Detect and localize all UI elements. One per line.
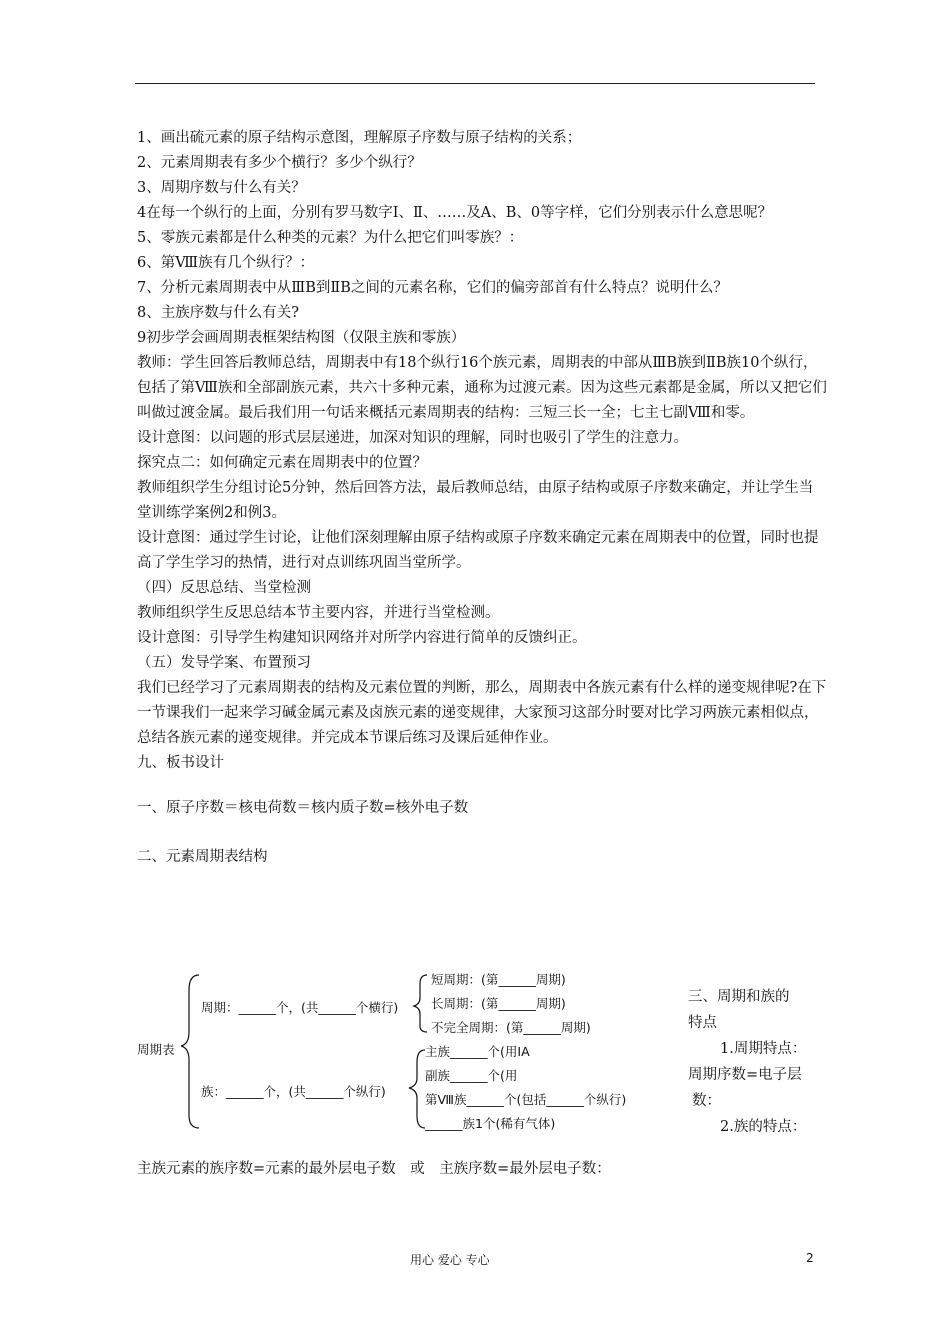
group-viii-label: 第Ⅷ族______个(包括______个纵行) [425, 1092, 627, 1107]
section-reflection: （四）反思总结、当堂检测 [137, 580, 311, 596]
period-label: 周期：______个，(共______个横行) [201, 1000, 399, 1015]
reflection-text: 教师组织学生反思总结本节主要内容，并进行当堂检测。 [137, 605, 500, 621]
main-group-rule: 主族元素的族序数=元素的最外层电子数 或 主族序数=最外层电子数： [137, 1161, 611, 1177]
period-feature: 1.周期特点： [720, 1041, 807, 1057]
question-3: 3、周期序数与什么有关？ [137, 180, 306, 196]
design-intent-2: 设计意图：通过学生讨论，让他们深刻理解由原子结构或原子序数来确定元素在周期表中的位置，同时也提高了学生学习的热情，进行对点训练巩固当堂所学。 [137, 530, 819, 571]
footer-motto: 用心 爱心 专心 [410, 1253, 490, 1267]
long-period-label: 长周期：(第______周期) [431, 996, 566, 1011]
period-feature-line: 周期序数=电子层 [688, 1067, 802, 1083]
group-label: 族：______个，(共______个纵行) [201, 1084, 386, 1099]
board-line-1: 一、原子序数＝核电荷数＝核内质子数=核外电子数 [137, 800, 469, 816]
board-design-heading: 九、板书设计 [137, 755, 224, 771]
group-feature: 2.族的特点： [720, 1119, 807, 1135]
group-discussion: 教师组织学生分组讨论5分钟，然后回答方法，最后教师总结，由原子结构或原子序数来确定，并让学生当堂训练学案例2和例3。 [137, 480, 814, 521]
incomplete-period-label: 不完全周期：(第______周期) [431, 1020, 591, 1035]
question-2: 2、元素周期表有多少个横行？多少个纵行？ [137, 155, 422, 171]
zero-group-label: ______族1个(稀有气体) [425, 1116, 556, 1131]
preview-text: 我们已经学习了元素周期表的结构及元素位置的判断，那么，周期表中各族元素有什么样的递变规律呢?在下一节课我们一起来学习碱金属元素及卤族元素的递变规律，大家预习这部分时要对比学习两族元素相似点，总结各族元素的递变规律。并完成本节课后练习及课后延伸作业。 [137, 680, 827, 746]
features-title-1: 三、周期和族的 [688, 989, 790, 1005]
main-group-label: 主族______个(用ⅠA [425, 1044, 530, 1059]
question-6: 6、第Ⅷ族有几个纵行？： [137, 255, 315, 271]
short-period-label: 短周期：(第______周期) [431, 972, 566, 987]
main-content [137, 126, 827, 870]
board-line-2: 二、元素周期表结构 [137, 849, 268, 865]
page-number: 2 [806, 1251, 814, 1265]
period-feature-line-2: 数： [692, 1093, 721, 1109]
root-label: 周期表 [137, 1042, 175, 1057]
features-title-2: 特点 [688, 1015, 717, 1031]
question-7: 7、分析元素周期表中从ⅢB到ⅡB之间的元素名称，它们的偏旁部首有什么特点？说明什么？ [137, 280, 728, 296]
section-preview: （五）发导学案、布置预习 [137, 655, 311, 671]
question-1: 1、画出硫元素的原子结构示意图，理解原子序数与原子结构的关系； [137, 130, 582, 146]
inquiry-point-2: 探究点二：如何确定元素在周期表中的位置？ [137, 455, 427, 471]
design-intent-1: 设计意图：以问题的形式层层递进，加深对知识的理解，同时也吸引了学生的注意力。 [137, 430, 688, 446]
header-rule [135, 83, 815, 84]
question-8: 8、主族序数与什么有关? [137, 305, 299, 321]
teacher-summary: 教师：学生回答后教师总结，周期表中有18个纵行16个族元素，周期表的中部从ⅢB族到ⅡB族10个纵行，包括了第Ⅷ族和全部副族元素，共六十多种元素，通称为过渡元素。因为这些元素都是金属，所以又把它们叫做过渡金属。最后我们用一句话来概括元素周期表的结构：三短三长一全；七主七副Ⅷ和零。 [137, 355, 827, 421]
sub-group-label: 副族______个(用 [425, 1068, 518, 1083]
periodic-table-structure-diagram [137, 970, 677, 1130]
design-intent-3: 设计意图：引导学生构建知识网络并对所学内容进行简单的反馈纠正。 [137, 630, 587, 646]
question-5: 5、零族元素都是什么种类的元素？为什么把它们叫零族？： [137, 230, 524, 246]
question-9: 9初步学会画周期表框架结构图（仅限主族和零族） [137, 330, 466, 346]
period-group-features [688, 984, 838, 1140]
question-4: 4在每一个纵行的上面，分别有罗马数字Ⅰ、Ⅱ、……及A、B、0等字样，它们分别表示什么意思呢？ [137, 205, 773, 221]
